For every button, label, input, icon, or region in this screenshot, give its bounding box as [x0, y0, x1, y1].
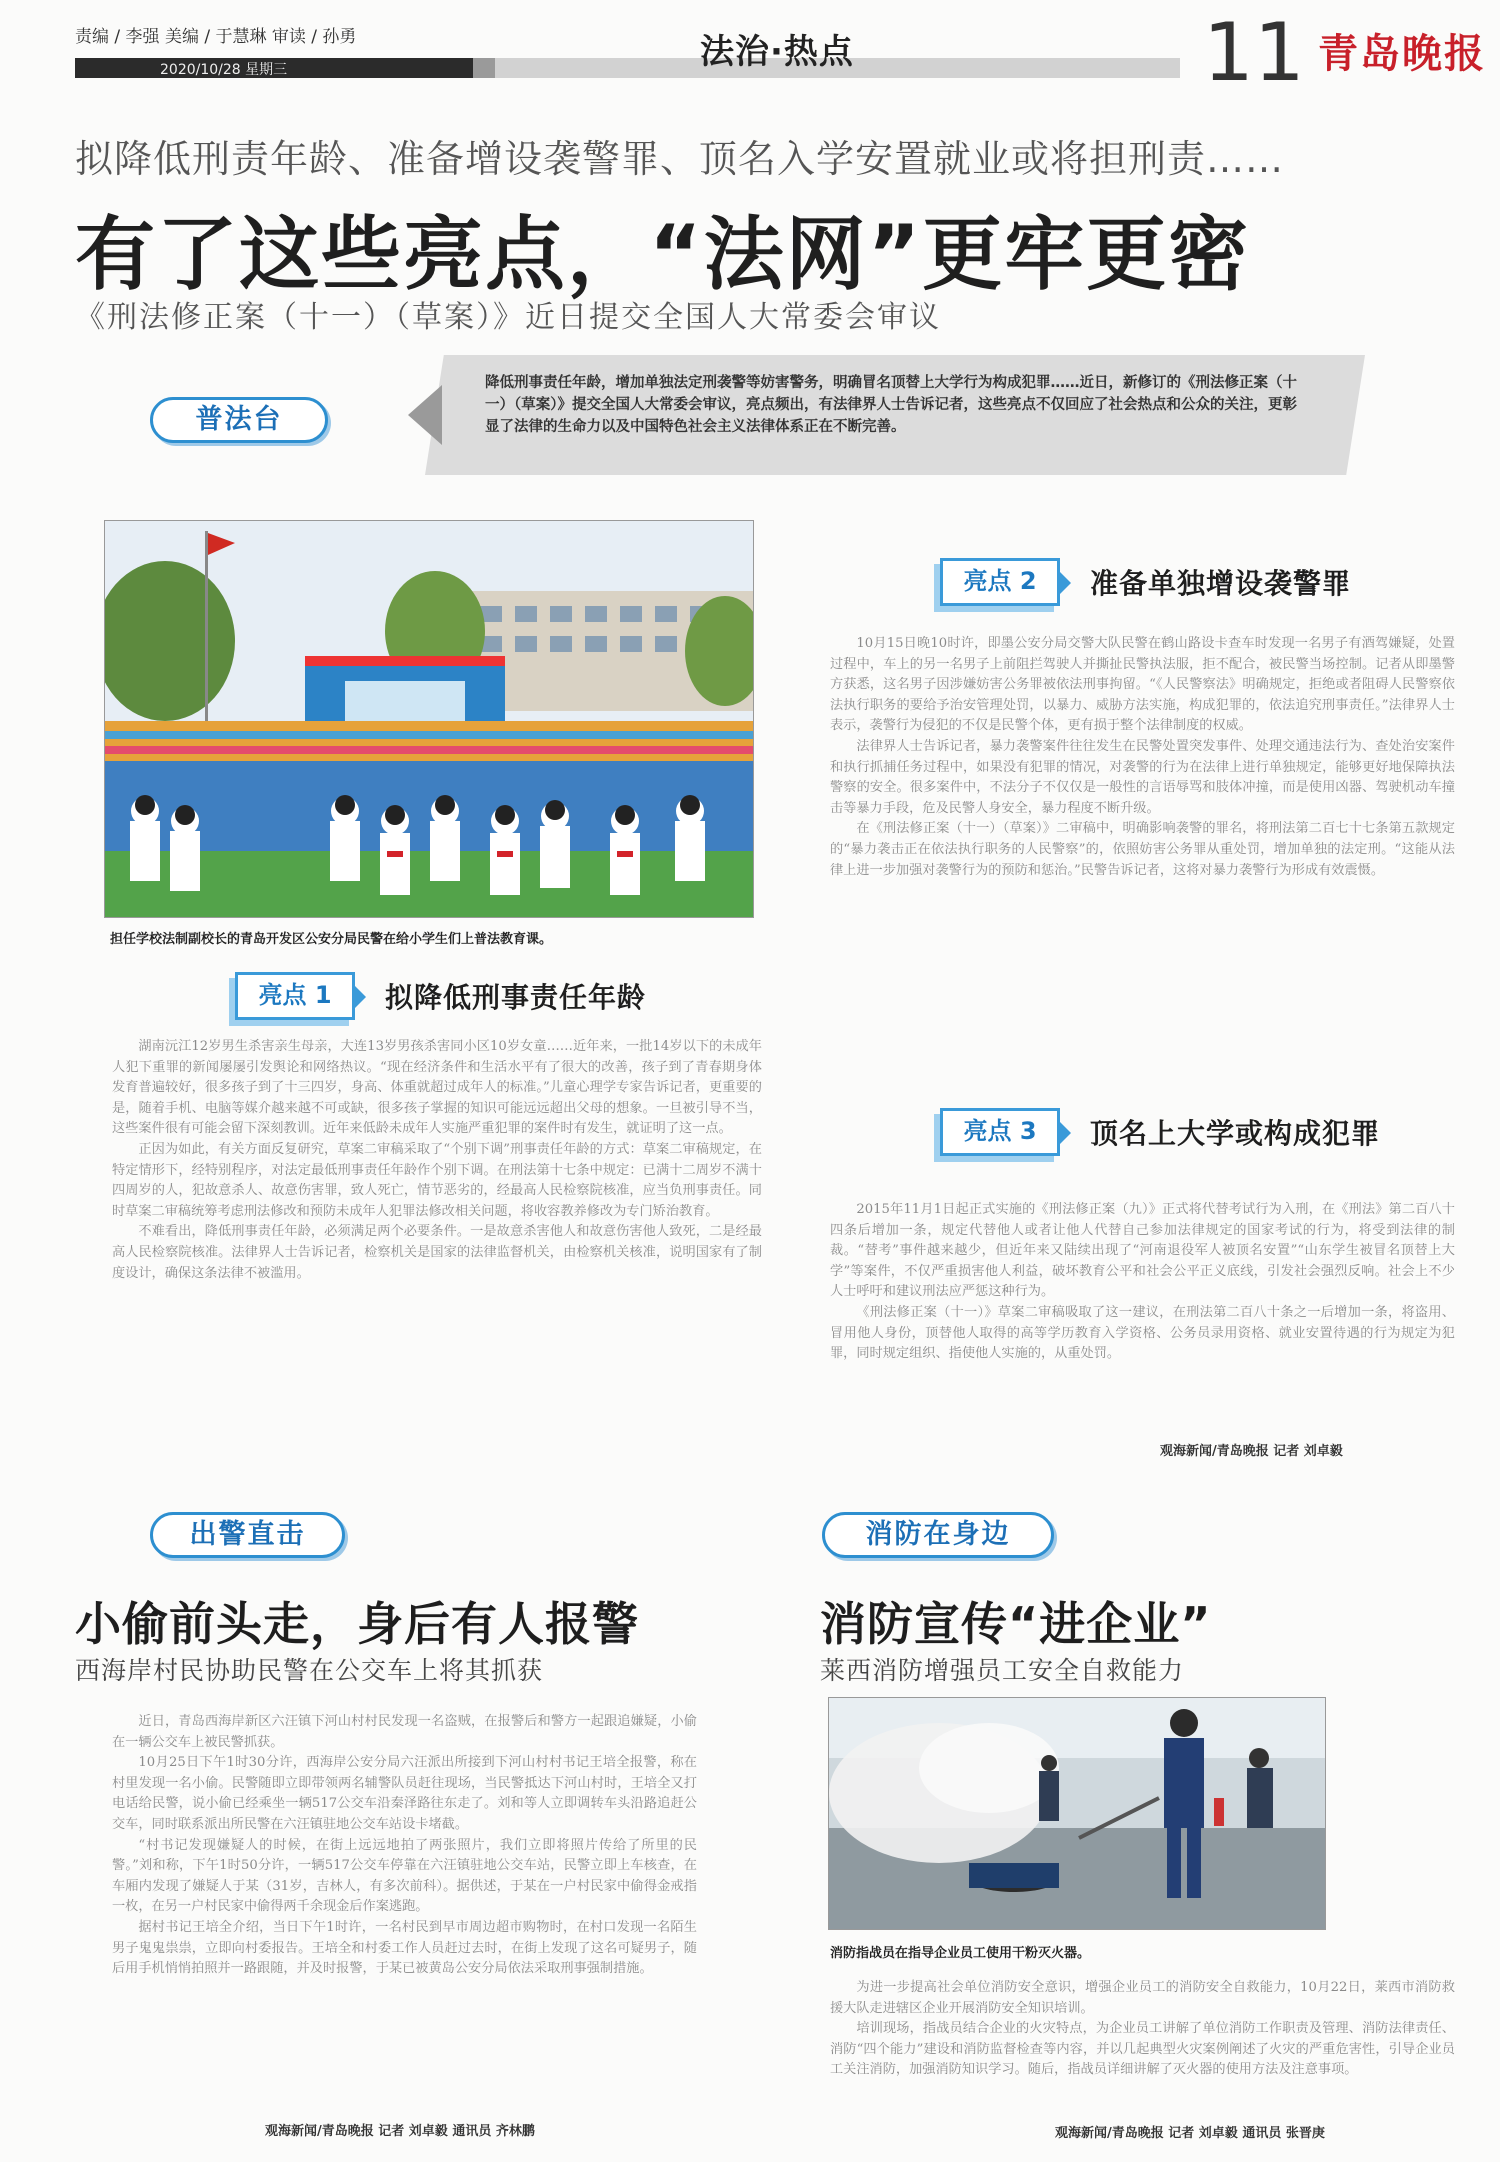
column-tag-fire: 消防在身边 [822, 1512, 1054, 1558]
police-story-byline: 观海新闻/青岛晚报 记者 刘卓毅 通讯员 齐林鹏 [265, 2124, 535, 2139]
paragraph: 在《刑法修正案（十一）（草案）》二审稿中，明确影响袭警的罪名，将刑法第二百七十七条第五款规定的“暴力袭击正在依法执行职务的人民警察”的，依照妨害公务罪从重处罚，增加单独的法定刑。“这能从法律上进一步加强对袭警行为的预防和惩治。”民警告诉记者，这将对暴力袭警行为形成有效震慑。 [830, 821, 1455, 878]
lead-kicker: 拟降低刑责年龄、准备增设袭警罪、顶名入学安置就业或将担刑责…… [75, 137, 1285, 181]
photo2-caption: 消防指战员在指导企业员工使用干粉灭火器。 [830, 1946, 1091, 1961]
paragraph: “村书记发现嫌疑人的时候，在街上远远地拍了两张照片，我们立即将照片传给了所里的民警。”刘和称，下午1时50分许，一辆517公交车停靠在六汪镇驻地公交车站，民警立即上车核查，在车厢内发现了嫌疑人于某（31岁，吉林人，有多次前科）。据供述，于某在一户村民家中偷得金戒指一枚，在另一户村民家中偷得两千余现金后作案逃跑。 [112, 1837, 697, 1915]
highlight-2-body [830, 634, 1455, 881]
paragraph: 10月25日下午1时30分许，西海岸公安分局六汪派出所接到下河山村村书记王培全报警，称在村里发现一名小偷。民警随即立即带领两名辅警队员赶往现场，当民警抵达下河山村时，王培全又打电话给民警，说小偷已经乘坐一辆517公交车沿秦泽路往东走了。刘和等人立即调转车头沿路追赶公交车，同时联系派出所民警在六汪镇驻地公交车站设卡堵截。 [112, 1755, 697, 1832]
intro-arrow-icon [408, 385, 442, 445]
paragraph: 正因为如此，有关方面反复研究，草案二审稿采取了“个别下调”刑事责任年龄的方式：草案二审稿规定，在特定情形下，经特别程序，对法定最低刑事责任年龄作个别下调。在刑法第十七条中规定：已满十二周岁不满十四周岁的人，犯故意杀人、故意伤害罪，致人死亡，情节恶劣的，经最高人民检察院核准，应当负刑事责任。同时草案二审稿统筹考虑刑法修改和预防未成年人犯罪法修改相关问题，将收容教养修改为专门矫治教育。 [112, 1141, 762, 1219]
editors-line: 责编 / 李强 美编 / 于慧琳 审读 / 孙勇 [75, 27, 357, 47]
paragraph: 为进一步提高社会单位消防安全意识，增强企业员工的消防安全自救能力，10月22日，莱西市消防救援大队走进辖区企业开展消防安全知识培训。 [830, 1980, 1455, 2016]
column-tag-police: 出警直击 [150, 1512, 345, 1558]
paragraph: 《刑法修正案（十一）》草案二审稿吸取了这一建议，在刑法第二百八十条之一后增加一条，将盗用、冒用他人身份，顶替他人取得的高等学历教育入学资格、公务员录用资格、就业安置待遇的行为规定为犯罪，同时规定组织、指使他人实施的，从重处罚。 [830, 1304, 1455, 1362]
paragraph: 不难看出，降低刑事责任年龄，必须满足两个必要条件。一是故意杀害他人和故意伤害他人致死，二是经最高人民检察院核准。法律界人士告诉记者，检察机关是国家的法律监督机关，由检察机关核准，说明国家有了制度设计，确保这条法律不被滥用。 [112, 1224, 762, 1281]
column-tag-pufatai: 普法台 [150, 397, 328, 443]
highlight-1-tag: 亮点 1 [235, 972, 355, 1020]
paragraph: 据村书记王培全介绍，当日下午1时许，一名村民到早市周边超市购物时，在村口发现一名陌生男子鬼鬼祟祟，立即向村委报告。王培全和村委工作人员赶过去时，在街上发现了这名可疑男子，随后用手机悄悄拍照并一路跟随，并及时报警，于某已被黄岛公安分局依法采取刑事强制措施。 [112, 1919, 697, 1977]
highlight-1-header [235, 972, 646, 1020]
issue-date: 2020/10/28 星期三 [160, 62, 288, 78]
highlight-3-header [940, 1108, 1380, 1156]
highlight-1-title: 拟降低刑事责任年龄 [385, 981, 647, 1014]
paragraph: 10月15日晚10时许，即墨公安分局交警大队民警在鹤山路设卡查车时发现一名男子有酒驾嫌疑，处置过程中，车上的另一名男子上前阻拦驾驶人并撕扯民警执法服，拒不配合，被民警当场控制。记者从即墨警方获悉，这名男子因涉嫌妨害公务罪被依法刑事拘留。“《人民警察法》明确规定，拒绝或者阻碍人民警察依法执行职务的要给予治安管理处罚，以暴力、威胁方法实施，构成犯罪的，依法追究刑事责任。”法律界人士表示，袭警行为侵犯的不仅是民警个体，更有损于整个法律制度的权威。 [830, 636, 1455, 734]
intro-text: 降低刑事责任年龄，增加单独法定刑袭警等妨害警务，明确冒名顶替上大学行为构成犯罪……近日，新修订的《刑法修正案（十一）（草案）》提交全国人大常委会审议，亮点频出，有法律界人士告诉记者，这些亮点不仅回应了社会热点和公众的关注，更彰显了法律的生命力以及中国特色社会主义法律体系正在不断完善。 [485, 375, 1297, 435]
fire-story-byline: 观海新闻/青岛晚报 记者 刘卓毅 通讯员 张晋庚 [1055, 2126, 1325, 2141]
fire-drill-photo [828, 1697, 1326, 1930]
paragraph: 法律界人士告诉记者，暴力袭警案件往往发生在民警处置突发事件、处理交通违法行为、查处治安案件和执行抓捕任务过程中，如果没有犯罪的情况，对袭警的行为在法律上进行单独规定，能够更好地保障执法警察的安全。很多案件中，不法分子不仅仅是一般性的言语辱骂和肢体冲撞，而是使用凶器、驾驶机动车撞击等暴力手段，危及民警人身安全，暴力程度不断升级。 [830, 738, 1455, 816]
police-story-subtitle: 西海岸村民协助民警在公交车上将其抓获 [75, 1656, 544, 1685]
police-story-title: 小偷前头走，身后有人报警 [75, 1597, 639, 1651]
fire-story-subtitle: 莱西消防增强员工安全自救能力 [820, 1656, 1185, 1685]
fire-story-title: 消防宣传“进企业” [820, 1597, 1212, 1651]
highlight-2-tag: 亮点 2 [940, 558, 1060, 606]
highlight-3-tag: 亮点 3 [940, 1108, 1060, 1156]
fire-story-body [830, 1978, 1455, 2081]
highlight-2-title: 准备单独增设袭警罪 [1090, 567, 1352, 600]
paragraph: 2015年11月1日起正式实施的《刑法修正案（九）》正式将代替考试行为入刑，在《刑法》第二百八十四条后增加一条，规定代替他人或者让他人代替自己参加法律规定的国家考试的行为，将受到法律的制裁。“替考”事件越来越少，但近年来又陆续出现了“河南退役军人被顶名安置”“山东学生被冒名顶替上大学”等案件，不仅严重损害他人利益，破坏教育公平和社会公平正义底线，引发社会强烈反响。社会上不少人士呼吁和建议刑法应严惩这种行为。 [830, 1202, 1455, 1300]
newspaper-logo: 青岛晚报 [1318, 30, 1486, 77]
highlight-3-title: 顶名上大学或构成犯罪 [1090, 1117, 1381, 1150]
highlight-1-body [112, 1037, 762, 1284]
lead-subhead: 《刑法修正案（十一）（草案）》近日提交全国人大常委会审议 [75, 300, 941, 335]
page-number: 11 [1203, 6, 1305, 99]
police-story-body [112, 1712, 697, 1980]
lead-headline: 有了这些亮点，“法网”更牢更密 [75, 208, 1251, 301]
paragraph: 湖南沅江12岁男生杀害亲生母亲，大连13岁男孩杀害同小区10岁女童……近年来，一批14岁以下的未成年人犯下重罪的新闻屡屡引发舆论和网络热议。“现在经济条件和生活水平有了很大的改善，孩子到了青春期身体发育普遍较好，很多孩子到了十三四岁，身高、体重就超过成年人的标准。”儿童心理学专家告诉记者，更重要的是，随着手机、电脑等媒介越来越不可或缺，很多孩子掌握的知识可能远远超出父母的想象。一旦被引导不当，这些案件很有可能会留下深刻教训。近年来低龄未成年人实施严重犯罪的案件时有发生，就证明了这一点。 [112, 1039, 762, 1137]
highlight-2-header [940, 558, 1351, 606]
photo1-caption: 担任学校法制副校长的青岛开发区公安分局民警在给小学生们上普法教育课。 [110, 932, 553, 947]
section-name: 法治·热点 [700, 32, 854, 72]
paragraph: 培训现场，指战员结合企业的火灾特点，为企业员工讲解了单位消防工作职责及管理、消防法律责任、消防“四个能力”建设和消防监督检查等内容，并以几起典型火灾案例阐述了火灾的严重危害性，引导企业员工关注消防，加强消防知识学习。随后，指战员详细讲解了灭火器的使用方法及注意事项。 [830, 2021, 1455, 2078]
paragraph: 近日，青岛西海岸新区六汪镇下河山村村民发现一名盗贼，在报警后和警方一起跟追嫌疑，小偷在一辆公交车上被民警抓获。 [112, 1714, 697, 1750]
highlight-3-byline: 观海新闻/青岛晚报 记者 刘卓毅 [1160, 1444, 1343, 1459]
highlight-3-body [830, 1200, 1455, 1365]
school-lecture-photo [104, 520, 754, 918]
